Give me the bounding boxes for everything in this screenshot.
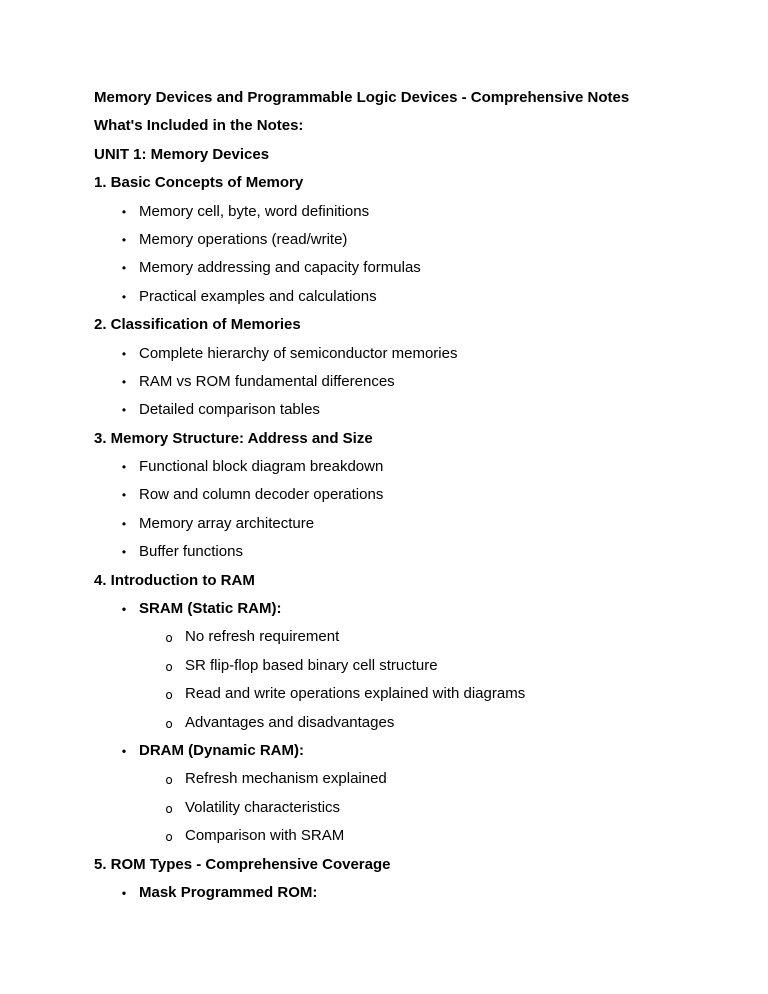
included-heading: What's Included in the Notes: — [94, 117, 304, 135]
bullet-icon: • — [121, 545, 127, 560]
list-item-text: Memory addressing and capacity formulas — [139, 259, 421, 277]
list-item-text: Mask Programmed ROM: — [139, 883, 318, 901]
sub-list-item-text: Volatility characteristics — [185, 798, 341, 816]
sub-list-item — [94, 794, 728, 822]
document-title: Memory Devices and Programmable Logic Devices - Comprehensive Notes — [94, 89, 630, 106]
list-item — [94, 538, 728, 566]
unit-heading: UNIT 1: Memory Devices — [94, 145, 270, 163]
list-item-text: Complete hierarchy of semiconductor memories — [139, 344, 458, 362]
circle-bullet-icon: o — [165, 716, 173, 731]
bullet-icon: • — [121, 488, 127, 503]
list-item — [94, 198, 728, 226]
list-item-text: Memory operations (read/write) — [139, 230, 348, 248]
sub-list-item-text: Read and write operations explained with diagrams — [185, 685, 526, 703]
circle-bullet-icon: o — [165, 688, 173, 703]
sub-list-item — [94, 822, 728, 850]
list-item — [94, 368, 728, 396]
list-item-text: Buffer functions — [139, 543, 243, 561]
list-item — [94, 481, 728, 509]
circle-bullet-icon: o — [165, 773, 173, 788]
bullet-icon: • — [121, 516, 127, 531]
circle-bullet-icon: o — [165, 631, 173, 646]
circle-bullet-icon: o — [165, 830, 173, 845]
list-item-sram — [94, 595, 728, 623]
list-item-text: RAM vs ROM fundamental differences — [139, 372, 395, 390]
list-item-text: DRAM (Dynamic RAM): — [139, 741, 304, 759]
bullet-icon: • — [121, 261, 127, 276]
list-item — [94, 453, 728, 481]
list-item-text: Detailed comparison tables — [139, 401, 320, 419]
section-heading-ram: 4. Introduction to RAM — [94, 571, 255, 589]
section-heading-classification: 2. Classification of Memories — [94, 316, 301, 334]
section-heading-basic-concepts: 1. Basic Concepts of Memory — [94, 174, 304, 192]
list-item-text: SRAM (Static RAM): — [139, 600, 282, 618]
list-item — [94, 340, 728, 368]
sub-list-item-text: Refresh mechanism explained — [185, 770, 387, 788]
bullet-icon: • — [121, 289, 127, 304]
section-heading-rom-types: 5. ROM Types - Comprehensive Coverage — [94, 855, 391, 873]
sub-list-item-text: No refresh requirement — [185, 628, 340, 646]
list-item-text: Memory array architecture — [139, 514, 315, 532]
bullet-icon: • — [121, 204, 127, 219]
sub-list-item — [94, 652, 728, 680]
circle-bullet-icon: o — [165, 659, 173, 674]
list-item — [94, 283, 728, 311]
sub-list-item-text: SR flip-flop based binary cell structure — [185, 656, 438, 674]
bullet-icon: • — [121, 885, 127, 900]
bullet-icon: • — [121, 743, 127, 758]
section-heading-memory-structure: 3. Memory Structure: Address and Size — [94, 429, 373, 447]
bullet-icon: • — [121, 460, 127, 475]
sub-list-item — [94, 623, 728, 651]
list-item — [94, 254, 728, 282]
list-item — [94, 226, 728, 254]
sub-list-item-text: Comparison with SRAM — [185, 827, 345, 845]
list-item-dram — [94, 737, 728, 765]
bullet-icon: • — [121, 232, 127, 247]
bullet-icon: • — [121, 602, 127, 617]
circle-bullet-icon: o — [165, 801, 173, 816]
sub-list-item — [94, 765, 728, 793]
list-item-text: Functional block diagram breakdown — [139, 458, 384, 476]
sub-list-item — [94, 709, 728, 737]
list-item-text: Row and column decoder operations — [139, 486, 384, 504]
list-item-text: Memory cell, byte, word definitions — [139, 202, 370, 220]
list-item-text: Practical examples and calculations — [139, 287, 377, 305]
sub-list-item — [94, 680, 728, 708]
bullet-icon: • — [121, 346, 127, 361]
list-item — [94, 510, 728, 538]
sub-list-item-text: Advantages and disadvantages — [185, 713, 395, 731]
bullet-icon: • — [121, 374, 127, 389]
bullet-icon: • — [121, 403, 127, 418]
list-item — [94, 396, 728, 424]
list-item-mask-rom — [94, 879, 728, 907]
